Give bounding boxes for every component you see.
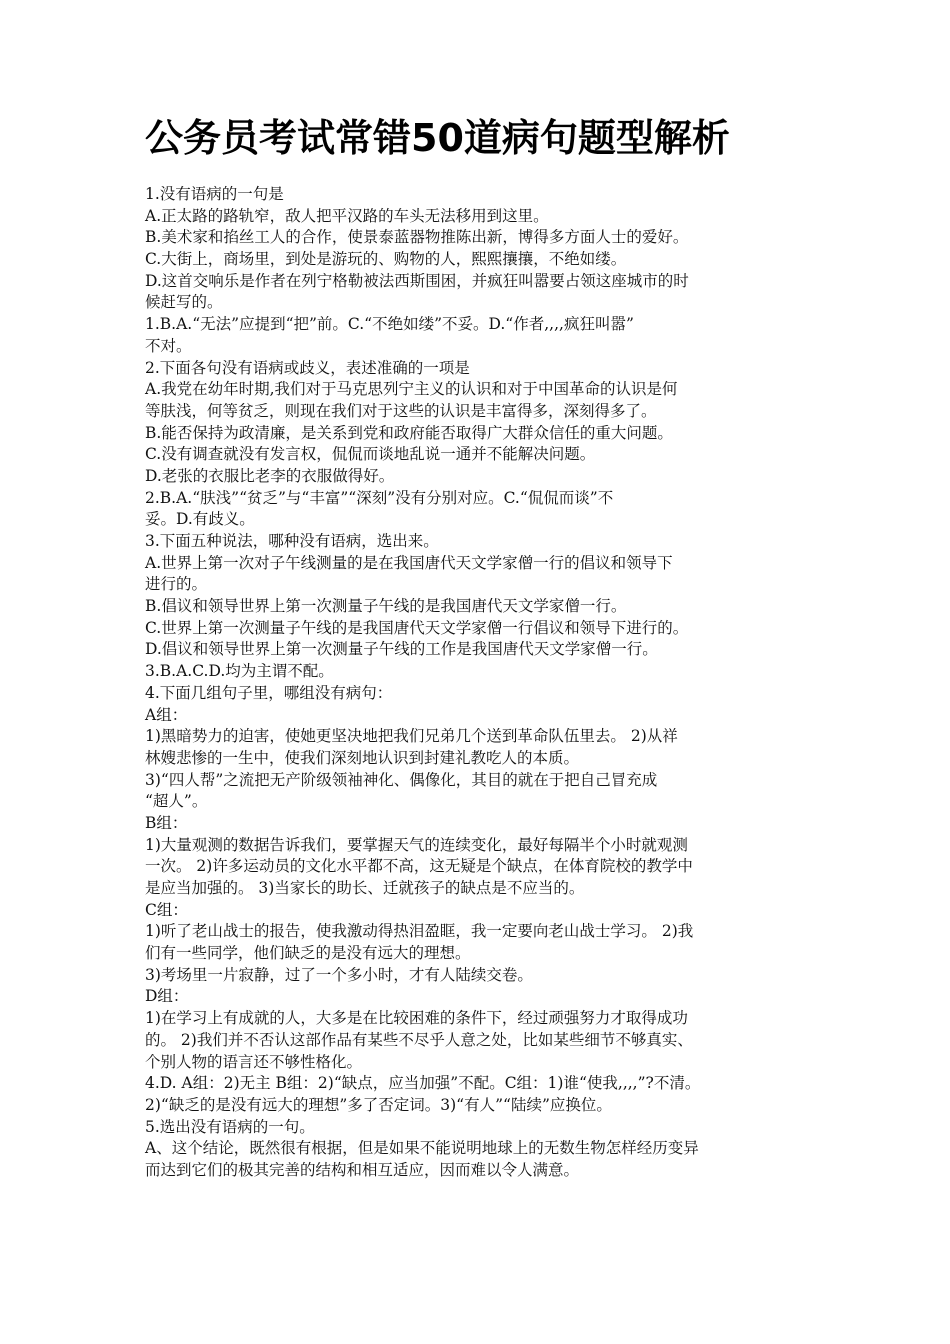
text-line: 4.D. A组：2)无主 B组：2)“缺点，应当加强”不配。C组：1)谁“使我,,,,”?不清。 [145, 1074, 701, 1093]
document-title: 公务员考试常错50道病句题型解析 [145, 116, 730, 160]
text-line: 1.B.A.“无法”应提到“把”前。C.“不绝如缕”不妥。D.“作者,,,,疯狂叫嚣” [145, 315, 634, 334]
text-line: 的。 2)我们并不否认这部作品有某些不尽乎人意之处，比如某些细节不够真实、 [145, 1030, 693, 1049]
text-line: 4.下面几组句子里，哪组没有病句： [145, 683, 393, 702]
text-line: C组： [145, 900, 188, 919]
text-line: A组： [145, 705, 188, 724]
text-line: 进行的。 [145, 575, 208, 594]
text-line: A.我党在幼年时期,我们对于马克思列宁主义的认识和对于中国革命的认识是何 [145, 380, 678, 399]
text-line: D.这首交响乐是作者在列宁格勒被法西斯围困，并疯狂叫嚣要占领这座城市的时 [145, 271, 689, 290]
text-line: D.倡议和领导世界上第一次测量子午线的工作是我国唐代天文学家僧一行。 [145, 640, 658, 659]
document-body [145, 184, 815, 1182]
text-line: D组： [145, 987, 189, 1006]
text-line: 不对。 [145, 336, 192, 355]
text-line: 2.下面各句没有语病或歧义，表述准确的一项是 [145, 358, 470, 377]
text-line: 妥。D.有歧义。 [145, 510, 255, 529]
text-line: 2)“缺乏的是没有远大的理想”多了否定词。3)“有人”“陆续”应换位。 [145, 1095, 612, 1114]
text-line: A.世界上第一次对子午线测量的是在我国唐代天文学家僧一行的倡议和领导下 [145, 553, 673, 572]
text-line: 3)考场里一片寂静，过了一个多小时，才有人陆续交卷。 [145, 965, 533, 984]
text-line: 1)听了老山战士的报告，使我激动得热泪盈眶，我一定要向老山战士学习。 2)我 [145, 922, 694, 941]
text-line: 1)在学习上有成就的人，大多是在比较困难的条件下，经过顽强努力才取得成功 [145, 1009, 688, 1028]
text-line: 个别人物的语言还不够性格化。 [145, 1052, 363, 1071]
text-line: C.世界上第一次测量子午线的是我国唐代天文学家僧一行倡议和领导下进行的。 [145, 618, 689, 637]
text-line: 2.B.A.“肤浅”“贫乏”与“丰富”“深刻”没有分别对应。C.“侃侃而谈”不 [145, 488, 614, 507]
text-line: 3.B.A.C.D.均为主谓不配。 [145, 662, 334, 681]
text-line: 候赶写的。 [145, 293, 223, 312]
text-line: 们有一些同学，他们缺乏的是没有远大的理想。 [145, 944, 471, 963]
text-line: B.倡议和领导世界上第一次测量子午线的是我国唐代天文学家僧一行。 [145, 597, 627, 616]
text-line: 是应当加强的。 3)当家长的助长、迁就孩子的缺点是不应当的。 [145, 879, 585, 897]
text-line: C.大街上，商场里，到处是游玩的、购物的人，熙熙攘攘，不绝如缕。 [145, 250, 627, 269]
text-line: B组： [145, 813, 188, 832]
text-line: “超人”。 [145, 792, 208, 811]
text-line: D.老张的衣服比老李的衣服做得好。 [145, 466, 395, 485]
text-line: 3)“四人帮”之流把无产阶级领袖神化、偶像化，其目的就在于把自己冒充成 [145, 770, 658, 789]
text-line: 等肤浅，何等贫乏，则现在我们对于这些的认识是丰富得多，深刻得多了。 [145, 401, 657, 420]
text-line: 林嫂悲惨的一生中，使我们深刻地认识到封建礼教吃人的本质。 [145, 748, 580, 767]
text-line: 1)黑暗势力的迫害，使她更坚决地把我们兄弟几个送到革命队伍里去。 2)从祥 [145, 727, 678, 746]
text-line: 而达到它们的极其完善的结构和相互适应，因而难以令人满意。 [145, 1160, 580, 1179]
text-line: B.美术家和掐丝工人的合作，使景泰蓝器物推陈出新，博得多方面人士的爱好。 [145, 228, 689, 247]
text-line: B.能否保持为政清廉，是关系到党和政府能否取得广大群众信任的重大问题。 [145, 423, 673, 442]
text-line: A.正太路的路轨窄，敌人把平汉路的车头无法移用到这里。 [145, 206, 549, 225]
text-line: 一次。 2)许多运动员的文化水平都不高，这无疑是个缺点，在体育院校的教学中 [145, 857, 693, 876]
text-line: C.没有调查就没有发言权，侃侃而谈地乱说一通并不能解决问题。 [145, 445, 596, 464]
text-line: 1.没有语病的一句是 [145, 185, 284, 203]
text-line: 5.选出没有语病的一句。 [145, 1117, 315, 1136]
text-line: A、这个结论，既然很有根据，但是如果不能说明地球上的无数生物怎样经历变异 [145, 1139, 699, 1158]
text-line: 3.下面五种说法，哪种没有语病，选出来。 [145, 532, 439, 550]
text-line: 1)大量观测的数据告诉我们，要掌握天气的连续变化，最好每隔半个小时就观测 [145, 835, 688, 854]
